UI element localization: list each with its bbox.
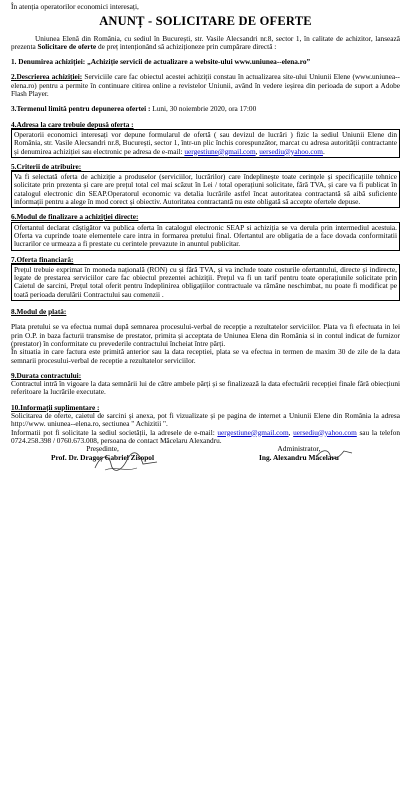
section-3-text: Luni, 30 noiembrie 2020, ora 17:00 xyxy=(152,104,257,114)
section-4-box xyxy=(11,129,400,158)
president-name: Prof. Dr. Dragoș Gabriel Zisopol xyxy=(51,452,155,462)
section-2 xyxy=(11,73,400,98)
president-role: Președinte, xyxy=(86,444,119,454)
signature-left xyxy=(51,445,154,462)
section-6-heading: 6.Modul de finalizare a achiziției directe: xyxy=(11,212,139,222)
handwritten-signature-icon xyxy=(314,447,354,461)
section-7-box xyxy=(11,264,400,301)
opening-paragraph: Uniunea Elenă din România, cu sediul în București, str. Vasile Alecsandri nr.8, sector 1, în calitate de achizitor, lansează prezenta Solicitare de oferte de preț intenționând să achiziționeze prin cumpărare directă : xyxy=(11,33,400,51)
signature-block xyxy=(11,445,400,479)
section-5-box xyxy=(11,171,400,208)
section-10-paragraph-1: Solicitarea de oferte, caietul de sarcini și anexa, pot fi vizualizate și pe pagina de internet a Uniunii Elene din România la adresa http://www. uniunea--elena.ro, sectiunea " Achizitii ". xyxy=(11,410,400,429)
section-3-heading: 3.Termenul limită pentru depunerea ofertei : xyxy=(11,104,153,114)
signature-right xyxy=(259,445,339,462)
email-link-gestiune-2[interactable]: uergestiune@gmail.com xyxy=(217,427,289,437)
section-4-heading: 4.Adresa la care trebuie depusă oferta : xyxy=(11,119,134,129)
section-9-text: Contractul intră în vigoare la data semnării lui de către ambele părți și se finalizează la data efectuării recepției finale fără obiecțiuni referitoare la lucrările executate. xyxy=(11,379,400,397)
section-5-text: Va fi selectată oferta de achiziție a produselor (serviciilor, lucrărilor) care îndeplinește toate cerințele și specificațiile tehnice solicitate prin prezenta și care are prețul total cel mai scăzut în Lei / total operațiuni solicitate, fără TVA, și care va fi publicat în catalogul electronic din SEAP.Operatorul economic va detalia lucrările astfel încat autoritatea contractantă să aibă suficiente informații pentru a alege în mod corect și obiectiv. Autoritatea contractantă nu este obligată să accepte ofertele depuse. xyxy=(14,172,397,207)
section-6-text: Ofertantul declarat câștigător va publica oferta în catalogul electronic SEAP si achiziția se va derula prin intermediul acestuia. Oferta va cuprinde toate elementele care intra in formarea pretului final. Ofertantul are obligatia de a face dovada conformitatii lucrarilor ce urmeaza a fi prestate cu cerintele prevazute in anuntul publicitar. xyxy=(14,222,397,249)
section-10-paragraph-2: Informatii pot fi solicitate la sediul societății, la adresele de e-mail: uergestiune@gmail.com, uersediu@yahoo.com sau la telefon 0724.258.398 / 0760.673.008, persoana de contact Măcelaru Alexandru. xyxy=(11,427,400,445)
section-7-text: Prețul trebuie exprimat în moneda națională (RON) cu și fără TVA, și va include toate costurile ofertantului, directe și indirecte, legate de prestarea serviciilor care fac obiectul prezentei achiziții. Prețul va fi un tarif pentru toate operațiunile solicitate prin Caietul de sarcini, Prețul total oferit pentru îndeplinirea obligațiilor contractuale va rămâne neschimbat, nu poate fi modificat pe toată perioada derulării Contractului sau comenzii . xyxy=(14,264,397,299)
administrator-role: Administrator, xyxy=(277,444,321,454)
handwritten-signature-icon xyxy=(91,450,161,474)
section-1-heading: 1. Denumirea achiziției: xyxy=(11,57,88,67)
section-3 xyxy=(11,105,400,113)
section-1-text: „Achiziție servicii de actualizare a website-ului www.uniunea--elena.ro” xyxy=(87,57,311,67)
section-2-heading: 2.Descrierea achiziției: xyxy=(11,72,83,82)
email-link-sediu[interactable]: uersediu@yahoo.com xyxy=(259,146,323,156)
section-8-paragraph-1: Plata pretului se va efectua numai după semnarea procesului-verbal de recepție a rezultatelor serviciilor. Plata va fi efectuata in lei prin O.P. in baza facturii transmise de prestator, primita și acceptata de Uniunea Elena din România si in contul indicat de furnizor (prestator) în conformitate cu prevederile contractului încheiat între părți. xyxy=(11,322,400,348)
section-4-text: Operatorii economici interesați vor depune formularul de ofertă ( sau devizul de lucrări ) fizic la sediul Uniunii Elene din România, str. Vasile Alecsandri nr.8, București, sector 1, într-un plic închis corespunzător, marcat cu adresa autorității contractante și denumirea achiziției sau electronic pe adresa de e-mail: uergestiune@gmail.com, uersediu@yahoo.com. xyxy=(14,129,397,156)
section-10-heading: 10.Informații suplimentare : xyxy=(11,402,100,412)
email-link-gestiune[interactable]: uergestiune@gmail.com xyxy=(184,146,256,156)
section-2-text: Serviciile care fac obiectul acestei achiziții constau în actualizarea site-ului Uniunii Elene (www.uniunea--elena.ro) pentru a permite în continuare citirea online a revistelor Uniunii, având în vedere ieșirea din perioada de suport a Adobe Flash Player. xyxy=(11,72,400,99)
page-title: ANUNȚ - SOLICITARE DE OFERTE xyxy=(99,13,312,28)
section-7-heading: 7.Oferta financiară: xyxy=(11,254,74,264)
intro-line: În atenția operatorilor economici interesați, xyxy=(11,2,139,11)
section-9-heading: 9.Durata contractului: xyxy=(11,370,82,380)
email-link-sediu-2[interactable]: uersediu@yahoo.com xyxy=(293,427,357,437)
administrator-name: Ing. Alexandru Măcelaru xyxy=(259,452,339,462)
section-1 xyxy=(11,58,400,66)
section-8-heading: 8.Modul de plată: xyxy=(11,307,67,317)
section-8-paragraph-2: În situatia in care factura este primită anterior sau la data receptiei, plata se va efectua in termen de maxim 30 de zile de la data semnarii procesului-verbal de receptie a rezultatelor serviciilor. xyxy=(11,347,400,365)
section-6-box xyxy=(11,222,400,251)
section-5-heading: 5.Criterii de atribuire: xyxy=(11,161,82,171)
